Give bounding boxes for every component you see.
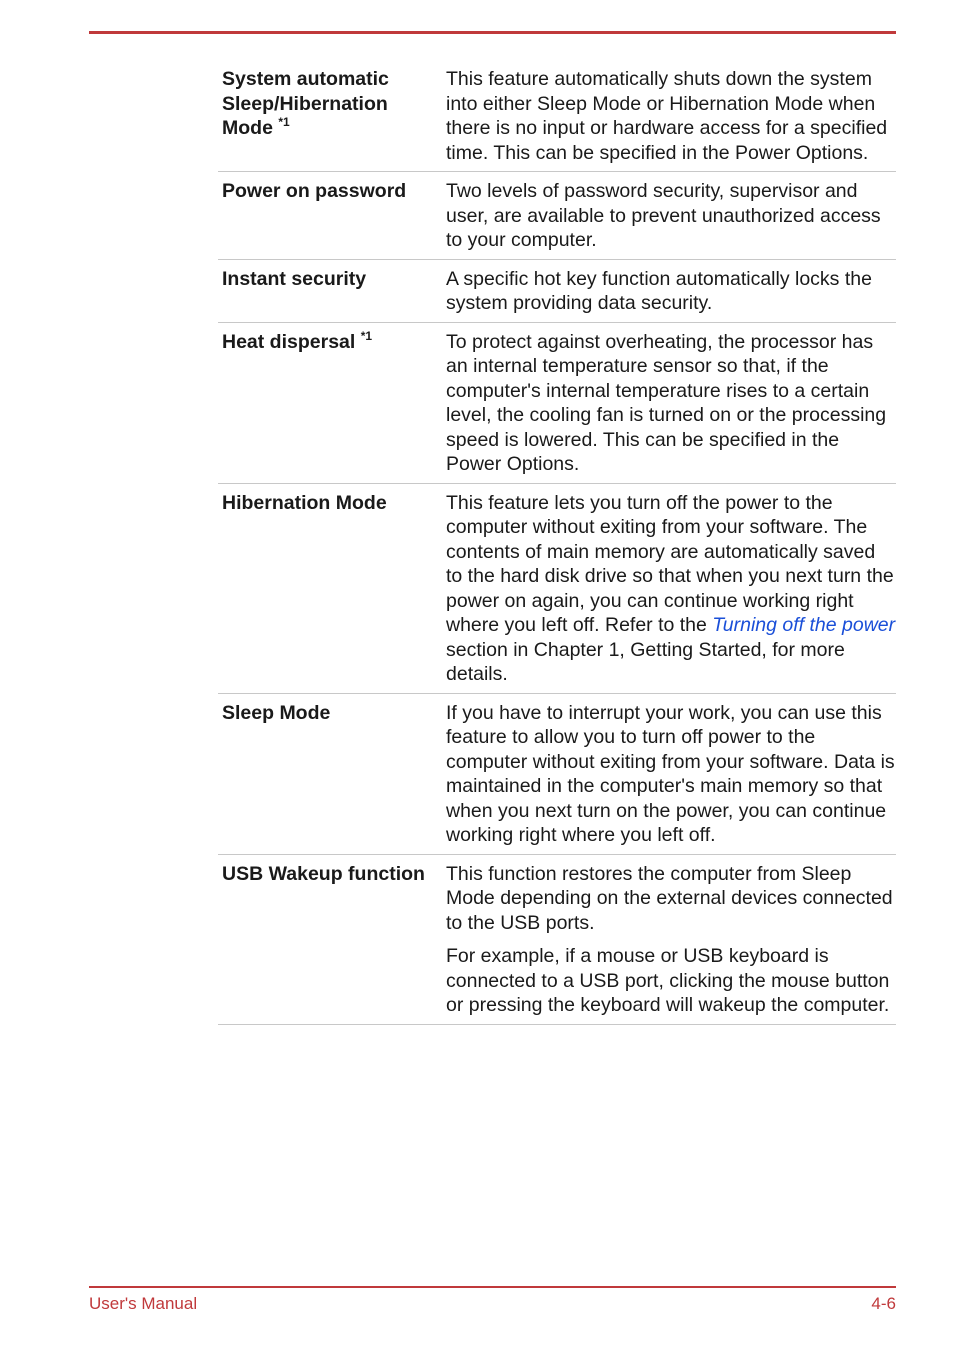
feature-description: A specific hot key function automatically locks the system providing data security. <box>446 267 872 314</box>
feature-term: USB Wakeup function <box>222 862 425 885</box>
table-row <box>218 323 896 484</box>
feature-description: Two levels of password security, supervisor and user, are available to prevent unauthorized access to your computer. <box>446 180 881 251</box>
table-row <box>218 260 896 323</box>
feature-term: System automatic Sleep/Hibernation Mode $^{*1}$ <box>222 68 389 139</box>
feature-description: If you have to interrupt your work, you can use this feature to allow you to turn off power to the computer without exiting from your software. Data is maintained in the computer's main memory so that when you next turn on the power, you can continue working right where you left off. <box>446 701 895 846</box>
feature-term: Hibernation Mode <box>222 491 387 514</box>
footnote-marker: *1 <box>360 328 373 343</box>
feature-term: Instant security <box>222 267 367 290</box>
table-row <box>218 60 896 172</box>
feature-description: To protect against overheating, the processor has an internal temperature sensor so that, if the computer's internal temperature rises to a certain level, the cooling fan is turned on or the processing speed is lowered. This can be specified in the Power Options. <box>446 330 887 475</box>
turning-off-power-link[interactable]: Turning off the power <box>712 614 896 636</box>
feature-term: Sleep Mode <box>222 701 331 724</box>
feature-term: Power on password <box>222 180 407 202</box>
table-row <box>218 484 896 694</box>
table-row <box>218 172 896 260</box>
feature-description: This function restores the computer from Sleep Mode depending on the external devices connected to the USB ports. For example, if a mouse or USB keyboard is connected to a USB port, clicking the mouse button or pressing the keyboard will wakeup the computer. <box>446 862 893 1016</box>
footer-rule <box>89 1286 896 1288</box>
header-rule <box>89 31 896 34</box>
table-row <box>218 855 896 1025</box>
table-row <box>218 694 896 855</box>
feature-description: This feature automatically shuts down the system into either Sleep Mode or Hibernation Mode when there is no input or hardware access for a specified time. This can be specified in the Power Options. <box>446 68 888 164</box>
feature-description: This feature lets you turn off the power to the computer without exiting from your software. The contents of main memory are automatically saved to the hard disk drive so that when you next turn the power on again, you can continue working right where you left off. Refer to the Turning off the power section in Chapter 1, Getting Started, for more details. <box>446 491 896 685</box>
feature-table <box>218 60 896 1025</box>
footer-manual-title: User's Manual <box>89 1294 198 1313</box>
footnote-marker: *1 <box>278 115 290 129</box>
feature-term: Heat dispersal $^{*1}$ <box>222 328 373 353</box>
footer-page-number: 4-6 <box>871 1294 896 1313</box>
